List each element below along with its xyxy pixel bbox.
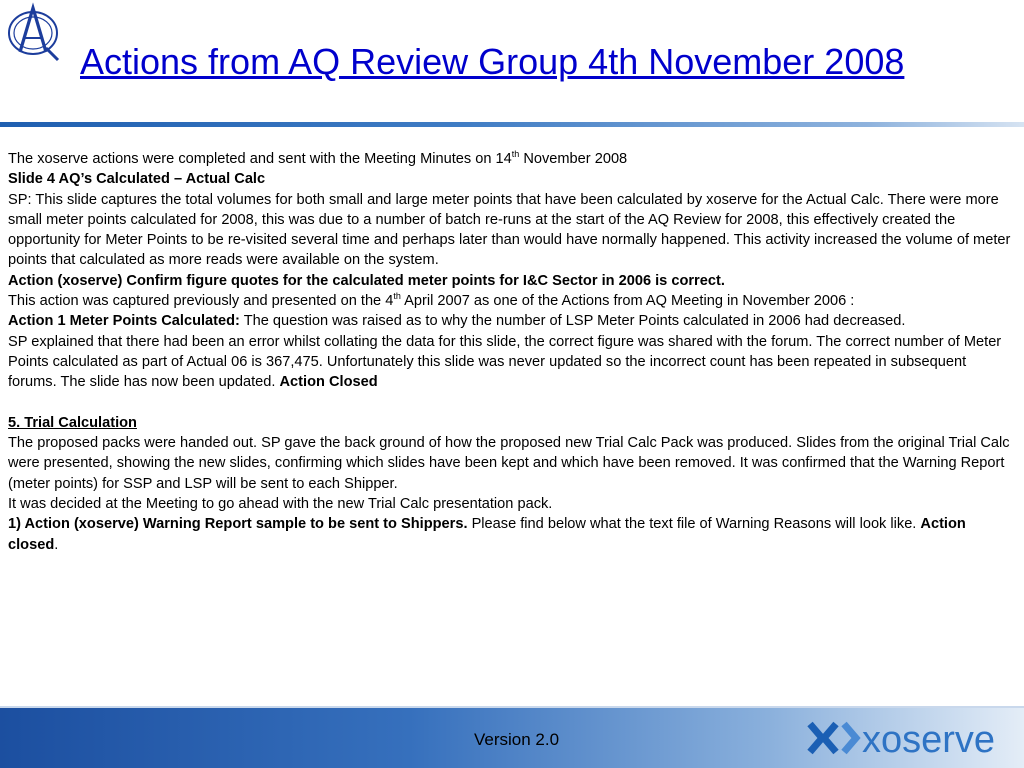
footer-top-line	[0, 706, 1024, 708]
trial-calc-decision: It was decided at the Meeting to go ahead with the new Trial Calc presentation pack.	[8, 496, 553, 513]
slide4-summary: SP: This slide captures the total volumes for both small and large meter points that have been calculated by xoserve for the Actual Calc. There were more small meter points calculated for 2008, this was due to a number of batch re-runs at the start of the AQ Review for 2008, this effectively created the opportunity for Meter Points to be re-visited several time and perhaps later than would have normally happened. This activity increased the volume of meter points that calculated as more reads were available on the system.	[8, 191, 1011, 269]
previous-action-line: This action was captured previously and presented on the 4th April 2007 as one of the Actions from AQ Meeting in November 2006 :	[8, 291, 855, 310]
xoserve-wordmark: xoserve	[862, 719, 996, 760]
trial-calc-summary: The proposed packs were handed out. SP gave the back ground of how the proposed new Trial Calc Pack was produced. Slides from the original Trial Calc were presented, showing the new slides, confirming which slides have been kept and which have been removed. It was confirmed that the Warning Report (meter points) for SSP and LSP will be sent to each Shipper.	[8, 435, 1010, 492]
slide4-heading: Slide 4 AQ’s Calculated – Actual Calc	[8, 171, 266, 188]
paragraph-gap	[8, 393, 1016, 413]
confirm-figures-action: Action (xoserve) Confirm figure quotes for the calculated meter points for I&C Sector in 2006 is correct.	[8, 272, 725, 289]
sp-explanation: SP explained that there had been an error whilst collating the data for this slide, the correct figure was shared with the forum. The correct number of Meter Points calculated as part of Actual 06 is 367,475. Unfortunately this slide was never updated so the incorrect count has been repeated in subsequent forums. The slide has now been updated. Action Closed	[8, 333, 1002, 391]
title-divider	[0, 122, 1024, 127]
trial-calc-heading: 5. Trial Calculation	[8, 414, 137, 431]
aq-monogram-logo	[2, 2, 64, 64]
warning-report-action: 1) Action (xoserve) Warning Report sample to be sent to Shippers. Please find below what the text file of Warning Reasons will look like. Action closed.	[8, 516, 966, 553]
version-label: Version 2.0	[474, 730, 560, 749]
intro-line: The xoserve actions were completed and sent with the Meeting Minutes on 14th November 2008	[8, 149, 628, 167]
action1-paragraph: Action 1 Meter Points Calculated: The question was raised as to why the number of LSP Meter Points calculated in 2006 had decreased.	[8, 313, 906, 330]
page-title: Actions from AQ Review Group 4th November 2008	[80, 41, 905, 82]
minutes-body	[8, 149, 1016, 555]
xoserve-logo	[806, 716, 1016, 760]
